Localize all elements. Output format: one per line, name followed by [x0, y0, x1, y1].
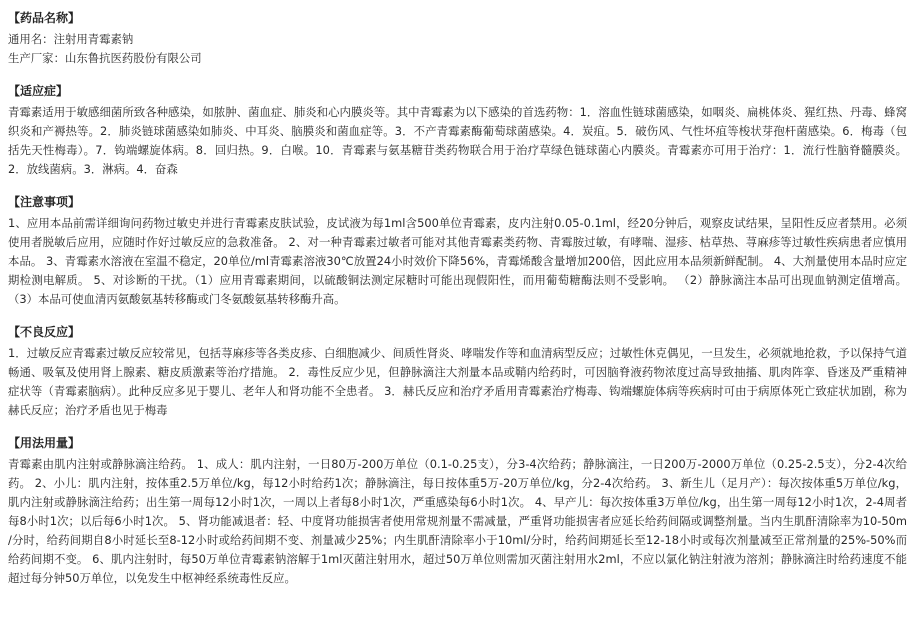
- section-precautions: [8, 193, 907, 309]
- precautions-text: 1、应用本品前需详细询问药物过敏史并进行青霉素皮肤试验，皮试液为每1ml含500单位青霉素，皮内注射0.05-0.1ml，经20分钟后，观察皮试结果，呈阳性反应者禁用。必须使用者脱敏后应用，应随时作好过敏反应的急救准备。 2、对一种青霉素过敏者可能对其他青霉素类药物、青霉胺过敏，有哮喘、湿疹、枯草热、荨麻疹等过敏性疾病患者应慎用本品。 3、青霉素水溶液在室温不稳定，20单位/ml青霉素溶液30℃放置24小时效价下降56%，青霉烯酸含量增加200倍，因此应用本品须新鲜配制。 4、大剂量使用本品时应定期检测电解质。 5、对诊断的干扰。（1）应用青霉素期间，以硫酸铜法测定尿糖时可能出现假阳性，而用葡萄糖酶法则不受影响。 （2）静脉滴注本品可出现血钠测定值增高。 （3）本品可使血清丙氨酸氨基转移酶或门冬氨酸氨基转移酶升高。: [8, 216, 907, 306]
- generic-name: 通用名：注射用青霉素钠: [8, 32, 134, 46]
- section-drug-name: [8, 9, 907, 68]
- drug-name-heading: 【药品名称】: [8, 11, 81, 25]
- dosage-heading: 【用法用量】: [8, 436, 81, 450]
- section-indications: [8, 82, 907, 179]
- manufacturer: 生产厂家：山东鲁抗医药股份有限公司: [8, 51, 202, 65]
- precautions-heading: 【注意事项】: [8, 195, 81, 209]
- indications-text: 青霉素适用于敏感细菌所致各种感染，如脓肿、菌血症、肺炎和心内膜炎等。其中青霉素为以下感染的首选药物：1．溶血性链球菌感染，如咽炎、扁桃体炎、猩红热、丹毒、蜂窝织炎和产褥热等。2．肺炎链球菌感染如肺炎、中耳炎、脑膜炎和菌血症等。3．不产青霉素酶葡萄球菌感染。4．炭疽。5．破伤风、气性坏疽等梭状芽孢杆菌感染。6．梅毒（包括先天性梅毒）。7．钩端螺旋体病。8．回归热。9．白喉。10．青霉素与氨基糖苷类药物联合用于治疗草绿色链球菌心内膜炎。青霉素亦可用于治疗：1．流行性脑脊髓膜炎。2．放线菌病。3．淋病。4．奋森: [8, 105, 907, 176]
- dosage-text: 青霉素由肌内注射或静脉滴注给药。 1、成人：肌内注射，一日80万-200万单位（0.1-0.25支），分3-4次给药；静脉滴注，一日200万-2000万单位（0.25-2.5支），分2-4次给药。 2、小儿：肌内注射，按体重2.5万单位/kg，每12小时给药1次；静脉滴注，每日按体重5万-20万单位/kg，分2-4次给药。 3、新生儿（足月产）：每次按体重5万单位/kg，肌内注射或静脉滴注给药；出生第一周每12小时1次，一周以上者每8小时1次，严重感染每6小时1次。 4、早产儿：每次按体重3万单位/kg，出生第一周每12小时1次，2-4周者每8小时1次；以后每6小时1次。 5、肾功能减退者：轻、中度肾功能损害者使用常规剂量不需减量，严重肾功能损害者应延长给药间隔或调整剂量。当内生肌酐清除率为10-50m /分时，给药间期自8小时延长至8-12小时或给药间期不变、剂量减少25%；内生肌酐清除率小于10ml/分时，给药间期延长至12-18小时或每次剂量减至正常剂量的25%-50%而给药间期不变。 6、肌内注射时，每50万单位青霉素钠溶解于1ml灭菌注射用水，超过50万单位则需加灭菌注射用水2ml，不应以氯化钠注射液为溶剂；静脉滴注时给药速度不能超过每分钟50万单位，以免发生中枢神经系统毒性反应。: [8, 457, 907, 585]
- section-adverse-reactions: [8, 323, 907, 420]
- indications-heading: 【适应症】: [8, 84, 69, 98]
- adverse-reactions-text: 1．过敏反应青霉素过敏反应较常见，包括荨麻疹等各类皮疹、白细胞减少、间质性肾炎、哮喘发作等和血清病型反应；过敏性休克偶见，一旦发生，必须就地抢救，予以保持气道畅通、吸氧及使用肾上腺素、糖皮质激素等治疗措施。 2．毒性反应少见，但静脉滴注大剂量本品或鞘内给药时，可因脑脊液药物浓度过高导致抽搐、肌肉阵挛、昏迷及严重精神症状等（青霉素脑病）。此种反应多见于婴儿、老年人和肾功能不全患者。 3．赫氏反应和治疗矛盾用青霉素治疗梅毒、钩端螺旋体病等疾病时可由于病原体死亡致症状加剧，称为赫氏反应；治疗矛盾也见于梅毒: [8, 346, 907, 417]
- section-dosage: [8, 434, 907, 588]
- adverse-reactions-heading: 【不良反应】: [8, 325, 81, 339]
